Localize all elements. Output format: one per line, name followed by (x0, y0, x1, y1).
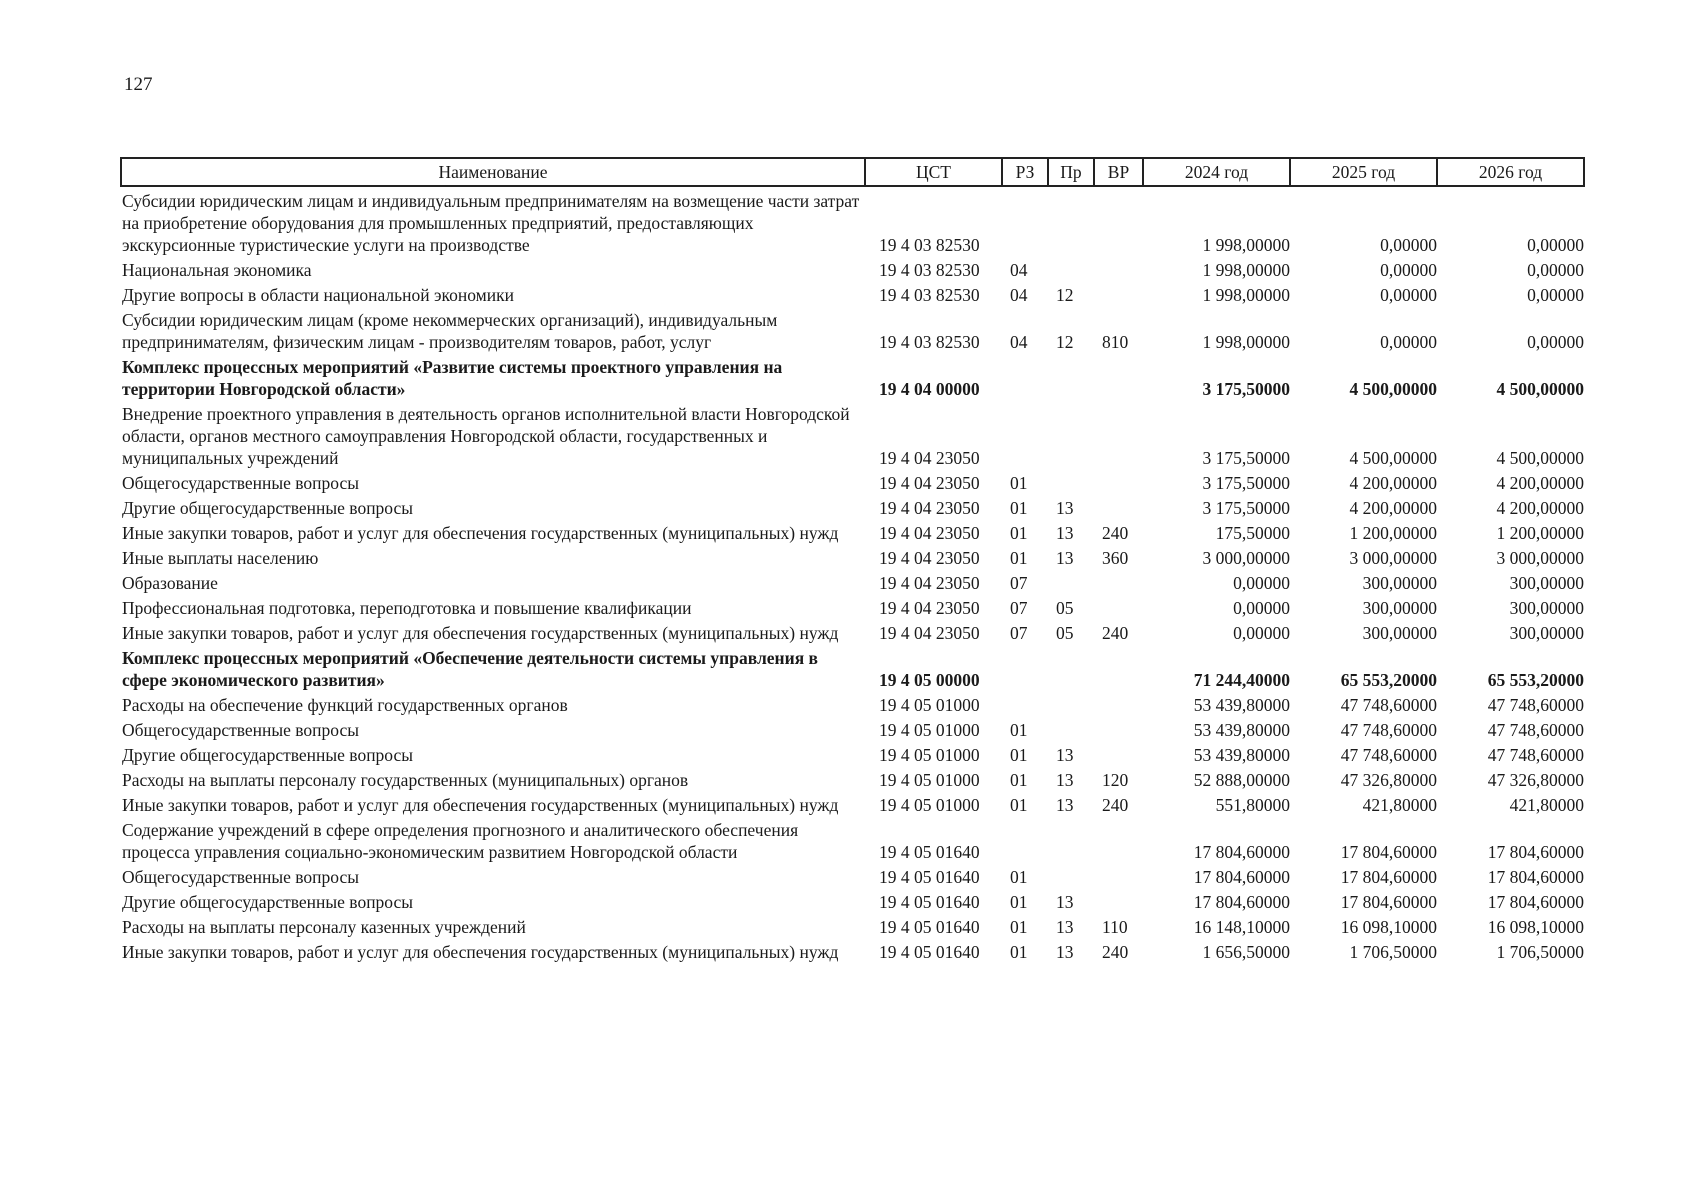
cell-vr (1094, 594, 1143, 619)
cell-cst: 19 4 05 01000 (879, 770, 980, 790)
cell-vr (1094, 569, 1143, 594)
cell-cst: 19 4 03 82530 (879, 260, 980, 280)
cell-rz: 01 (1010, 942, 1028, 962)
cell-vr (1094, 186, 1143, 256)
cell-cst: 19 4 04 23050 (879, 448, 980, 468)
cell-2026: 300,00000 (1509, 598, 1584, 618)
cell-2024: 3 175,50000 (1202, 498, 1290, 518)
table-row (121, 863, 1584, 888)
cell-vr: 240 (1102, 623, 1129, 643)
cell-vr (1094, 494, 1143, 519)
cell-2024: 3 175,50000 (1202, 379, 1290, 399)
cell-name: Иные закупки товаров, работ и услуг для обеспечения государственных (муниципальных) нужд (122, 523, 839, 543)
cell-rz: 04 (1010, 332, 1028, 352)
cell-cst: 19 4 04 23050 (879, 548, 980, 568)
cell-vr: 240 (1102, 942, 1129, 962)
cell-pr: 13 (1056, 917, 1074, 937)
cell-rz: 01 (1010, 917, 1028, 937)
cell-vr: 360 (1102, 548, 1129, 568)
cell-pr: 13 (1056, 770, 1074, 790)
cell-2026: 0,00000 (1527, 235, 1584, 255)
cell-cst: 19 4 05 01640 (879, 892, 980, 912)
cell-pr: 13 (1056, 745, 1074, 765)
cell-cst: 19 4 04 23050 (879, 498, 980, 518)
cell-rz: 01 (1010, 795, 1028, 815)
cell-rz: 07 (1010, 598, 1028, 618)
table-row (121, 569, 1584, 594)
cell-vr: 240 (1102, 523, 1129, 543)
cell-rz: 04 (1010, 285, 1028, 305)
table-header-row (121, 158, 1584, 186)
header-2025: 2025 год (1290, 158, 1437, 186)
table-row (121, 938, 1584, 963)
cell-2024: 16 148,10000 (1193, 917, 1290, 937)
cell-vr (1094, 888, 1143, 913)
cell-2026: 421,80000 (1509, 795, 1584, 815)
cell-name: Субсидии юридическим лицам и индивидуальным предпринимателям на возмещение части затрат на приобретение оборудования для промышленных предприятий, предоставляющих экскурсионные туристические услуги на производстве (122, 191, 860, 255)
cell-2026: 47 748,60000 (1487, 720, 1584, 740)
cell-cst: 19 4 04 00000 (879, 379, 980, 399)
cell-rz: 01 (1010, 548, 1028, 568)
table-row (121, 741, 1584, 766)
cell-name: Иные закупки товаров, работ и услуг для обеспечения государственных (муниципальных) нужд (122, 942, 839, 962)
cell-vr: 240 (1102, 795, 1129, 815)
cell-rz: 07 (1010, 573, 1028, 593)
cell-2025: 47 748,60000 (1340, 695, 1437, 715)
cell-name: Другие общегосударственные вопросы (122, 498, 414, 518)
cell-cst: 19 4 05 00000 (879, 670, 980, 690)
cell-2026: 17 804,60000 (1487, 892, 1584, 912)
cell-pr: 05 (1056, 598, 1074, 618)
cell-2025: 47 748,60000 (1340, 720, 1437, 740)
cell-2024: 53 439,80000 (1193, 720, 1290, 740)
cell-pr (1048, 691, 1094, 716)
cell-rz: 01 (1010, 745, 1028, 765)
cell-2025: 0,00000 (1380, 332, 1437, 352)
cell-2025: 17 804,60000 (1340, 842, 1437, 862)
cell-name: Расходы на выплаты персоналу казенных учреждений (122, 917, 526, 937)
cell-2025: 300,00000 (1362, 573, 1437, 593)
cell-cst: 19 4 05 01000 (879, 695, 980, 715)
cell-name: Расходы на выплаты персоналу государственных (муниципальных) органов (122, 770, 689, 790)
cell-name: Другие общегосударственные вопросы (122, 745, 414, 765)
header-rz: РЗ (1002, 158, 1048, 186)
cell-2025: 300,00000 (1362, 598, 1437, 618)
table-row (121, 816, 1584, 863)
cell-2025: 3 000,00000 (1349, 548, 1437, 568)
cell-name: Другие вопросы в области национальной экономики (122, 285, 514, 305)
table-row (121, 494, 1584, 519)
cell-2025: 65 553,20000 (1340, 670, 1437, 690)
table-row (121, 691, 1584, 716)
table-row (121, 353, 1584, 400)
table-row (121, 888, 1584, 913)
cell-rz (1002, 816, 1048, 863)
cell-2025: 4 500,00000 (1349, 448, 1437, 468)
cell-cst: 19 4 05 01000 (879, 745, 980, 765)
cell-cst: 19 4 03 82530 (879, 332, 980, 352)
cell-2025: 4 200,00000 (1349, 473, 1437, 493)
cell-vr (1094, 469, 1143, 494)
cell-2024: 17 804,60000 (1193, 842, 1290, 862)
cell-pr: 12 (1056, 285, 1074, 305)
cell-rz: 01 (1010, 523, 1028, 543)
cell-2026: 16 098,10000 (1487, 917, 1584, 937)
cell-cst: 19 4 04 23050 (879, 573, 980, 593)
cell-pr: 13 (1056, 498, 1074, 518)
cell-2025: 0,00000 (1380, 285, 1437, 305)
cell-2025: 1 200,00000 (1349, 523, 1437, 543)
table-body (121, 186, 1584, 963)
cell-pr: 13 (1056, 548, 1074, 568)
cell-2025: 421,80000 (1362, 795, 1437, 815)
cell-2025: 16 098,10000 (1340, 917, 1437, 937)
cell-2026: 1 706,50000 (1496, 942, 1584, 962)
cell-vr: 810 (1102, 332, 1129, 352)
table-row (121, 256, 1584, 281)
cell-vr: 110 (1102, 917, 1128, 937)
cell-2024: 0,00000 (1233, 598, 1290, 618)
cell-2026: 17 804,60000 (1487, 842, 1584, 862)
cell-pr: 13 (1056, 892, 1074, 912)
header-2024: 2024 год (1143, 158, 1290, 186)
cell-rz (1002, 400, 1048, 469)
cell-cst: 19 4 03 82530 (879, 285, 980, 305)
cell-2026: 4 200,00000 (1496, 473, 1584, 493)
cell-2024: 551,80000 (1215, 795, 1290, 815)
cell-2026: 1 200,00000 (1496, 523, 1584, 543)
cell-2024: 3 175,50000 (1202, 448, 1290, 468)
cell-pr (1048, 644, 1094, 691)
header-pr: Пр (1048, 158, 1094, 186)
page-number: 127 (124, 74, 153, 95)
cell-cst: 19 4 05 01640 (879, 842, 980, 862)
cell-2024: 53 439,80000 (1193, 745, 1290, 765)
cell-2024: 1 998,00000 (1202, 332, 1290, 352)
cell-pr: 13 (1056, 795, 1074, 815)
cell-2026: 300,00000 (1509, 623, 1584, 643)
cell-vr (1094, 741, 1143, 766)
cell-2025: 17 804,60000 (1340, 892, 1437, 912)
cell-name: Иные выплаты населению (122, 548, 319, 568)
cell-2024: 53 439,80000 (1193, 695, 1290, 715)
cell-2026: 0,00000 (1527, 260, 1584, 280)
cell-name: Образование (122, 573, 218, 593)
table-row (121, 644, 1584, 691)
cell-2024: 0,00000 (1233, 573, 1290, 593)
cell-2026: 0,00000 (1527, 285, 1584, 305)
table-row (121, 281, 1584, 306)
cell-2026: 65 553,20000 (1487, 670, 1584, 690)
cell-cst: 19 4 03 82530 (879, 235, 980, 255)
cell-name: Субсидии юридическим лицам (кроме некоммерческих организаций), индивидуальным предпринимателям, физическим лицам - производителям товаров, работ, услуг (122, 310, 778, 352)
cell-pr (1048, 716, 1094, 741)
cell-rz: 01 (1010, 473, 1028, 493)
header-2026: 2026 год (1437, 158, 1584, 186)
cell-2025: 300,00000 (1362, 623, 1437, 643)
cell-pr (1048, 256, 1094, 281)
table-row (121, 716, 1584, 741)
cell-rz (1002, 353, 1048, 400)
table-row (121, 619, 1584, 644)
cell-name: Общегосударственные вопросы (122, 473, 360, 493)
cell-vr (1094, 691, 1143, 716)
cell-vr (1094, 256, 1143, 281)
cell-vr (1094, 644, 1143, 691)
table-row (121, 186, 1584, 256)
cell-name: Общегосударственные вопросы (122, 720, 360, 740)
cell-name: Национальная экономика (122, 260, 312, 280)
cell-pr: 13 (1056, 942, 1074, 962)
cell-name: Общегосударственные вопросы (122, 867, 360, 887)
cell-rz (1002, 186, 1048, 256)
table-row (121, 544, 1584, 569)
cell-pr (1048, 469, 1094, 494)
cell-2024: 1 998,00000 (1202, 235, 1290, 255)
cell-name: Содержание учреждений в сфере определения прогнозного и аналитического обеспечения процесса управления социально-экономическим развитием Новгородской области (122, 820, 799, 862)
cell-2024: 0,00000 (1233, 623, 1290, 643)
table-row (121, 306, 1584, 353)
table-row (121, 400, 1584, 469)
cell-name: Комплекс процессных мероприятий «Обеспечение деятельности системы управления в сфере экономического развития» (122, 648, 819, 690)
cell-2026: 17 804,60000 (1487, 867, 1584, 887)
cell-2025: 4 500,00000 (1349, 379, 1437, 399)
cell-2025: 17 804,60000 (1340, 867, 1437, 887)
cell-pr (1048, 863, 1094, 888)
cell-rz: 01 (1010, 867, 1028, 887)
cell-pr: 12 (1056, 332, 1074, 352)
cell-cst: 19 4 05 01640 (879, 917, 980, 937)
cell-name: Внедрение проектного управления в деятельность органов исполнительной власти Новгородской области, органов местного самоуправления Новгородской области, государственных и муниципальных учреждений (122, 404, 850, 468)
cell-rz: 01 (1010, 498, 1028, 518)
cell-2026: 0,00000 (1527, 332, 1584, 352)
cell-vr (1094, 816, 1143, 863)
cell-rz: 04 (1010, 260, 1028, 280)
cell-2026: 47 748,60000 (1487, 695, 1584, 715)
cell-name: Иные закупки товаров, работ и услуг для обеспечения государственных (муниципальных) нужд (122, 795, 839, 815)
cell-pr (1048, 400, 1094, 469)
cell-cst: 19 4 04 23050 (879, 473, 980, 493)
cell-cst: 19 4 04 23050 (879, 523, 980, 543)
cell-cst: 19 4 05 01000 (879, 795, 980, 815)
table-row (121, 766, 1584, 791)
cell-rz: 01 (1010, 892, 1028, 912)
cell-pr: 05 (1056, 623, 1074, 643)
cell-2024: 17 804,60000 (1193, 867, 1290, 887)
table-row (121, 913, 1584, 938)
table-row (121, 469, 1584, 494)
cell-rz: 01 (1010, 770, 1028, 790)
cell-2026: 4 500,00000 (1496, 448, 1584, 468)
cell-2025: 0,00000 (1380, 235, 1437, 255)
cell-rz (1002, 691, 1048, 716)
cell-2024: 52 888,00000 (1193, 770, 1290, 790)
cell-2024: 3 000,00000 (1202, 548, 1290, 568)
cell-2026: 47 748,60000 (1487, 745, 1584, 765)
cell-2026: 3 000,00000 (1496, 548, 1584, 568)
table-row (121, 791, 1584, 816)
cell-2025: 0,00000 (1380, 260, 1437, 280)
cell-pr (1048, 186, 1094, 256)
cell-2024: 1 998,00000 (1202, 285, 1290, 305)
cell-name: Иные закупки товаров, работ и услуг для обеспечения государственных (муниципальных) нужд (122, 623, 839, 643)
cell-2025: 4 200,00000 (1349, 498, 1437, 518)
cell-name: Профессиональная подготовка, переподготовка и повышение квалификации (122, 598, 692, 618)
cell-rz (1002, 644, 1048, 691)
cell-cst: 19 4 04 23050 (879, 598, 980, 618)
cell-2026: 4 500,00000 (1496, 379, 1584, 399)
cell-2026: 4 200,00000 (1496, 498, 1584, 518)
table-row (121, 594, 1584, 619)
cell-cst: 19 4 04 23050 (879, 623, 980, 643)
cell-2024: 17 804,60000 (1193, 892, 1290, 912)
cell-vr (1094, 353, 1143, 400)
cell-2025: 47 326,80000 (1340, 770, 1437, 790)
header-vr: ВР (1094, 158, 1143, 186)
cell-vr (1094, 863, 1143, 888)
cell-cst: 19 4 05 01640 (879, 867, 980, 887)
cell-vr (1094, 281, 1143, 306)
header-cst: ЦСТ (865, 158, 1002, 186)
cell-pr (1048, 569, 1094, 594)
cell-pr (1048, 353, 1094, 400)
cell-2026: 300,00000 (1509, 573, 1584, 593)
cell-pr: 13 (1056, 523, 1074, 543)
cell-vr (1094, 716, 1143, 741)
cell-rz: 01 (1010, 720, 1028, 740)
cell-2024: 3 175,50000 (1202, 473, 1290, 493)
budget-table (120, 157, 1585, 963)
cell-name: Другие общегосударственные вопросы (122, 892, 414, 912)
header-name: Наименование (121, 158, 865, 186)
cell-vr: 120 (1102, 770, 1129, 790)
cell-2024: 1 998,00000 (1202, 260, 1290, 280)
cell-2024: 1 656,50000 (1202, 942, 1290, 962)
cell-rz: 07 (1010, 623, 1028, 643)
cell-name: Комплекс процессных мероприятий «Развитие системы проектного управления на территории Новгородской области» (122, 357, 783, 399)
cell-vr (1094, 400, 1143, 469)
cell-2025: 1 706,50000 (1349, 942, 1437, 962)
cell-pr (1048, 816, 1094, 863)
cell-2024: 71 244,40000 (1193, 670, 1290, 690)
cell-cst: 19 4 05 01640 (879, 942, 980, 962)
cell-2025: 47 748,60000 (1340, 745, 1437, 765)
cell-2024: 175,50000 (1215, 523, 1290, 543)
table-row (121, 519, 1584, 544)
cell-2026: 47 326,80000 (1487, 770, 1584, 790)
cell-name: Расходы на обеспечение функций государственных органов (122, 695, 568, 715)
cell-cst: 19 4 05 01000 (879, 720, 980, 740)
